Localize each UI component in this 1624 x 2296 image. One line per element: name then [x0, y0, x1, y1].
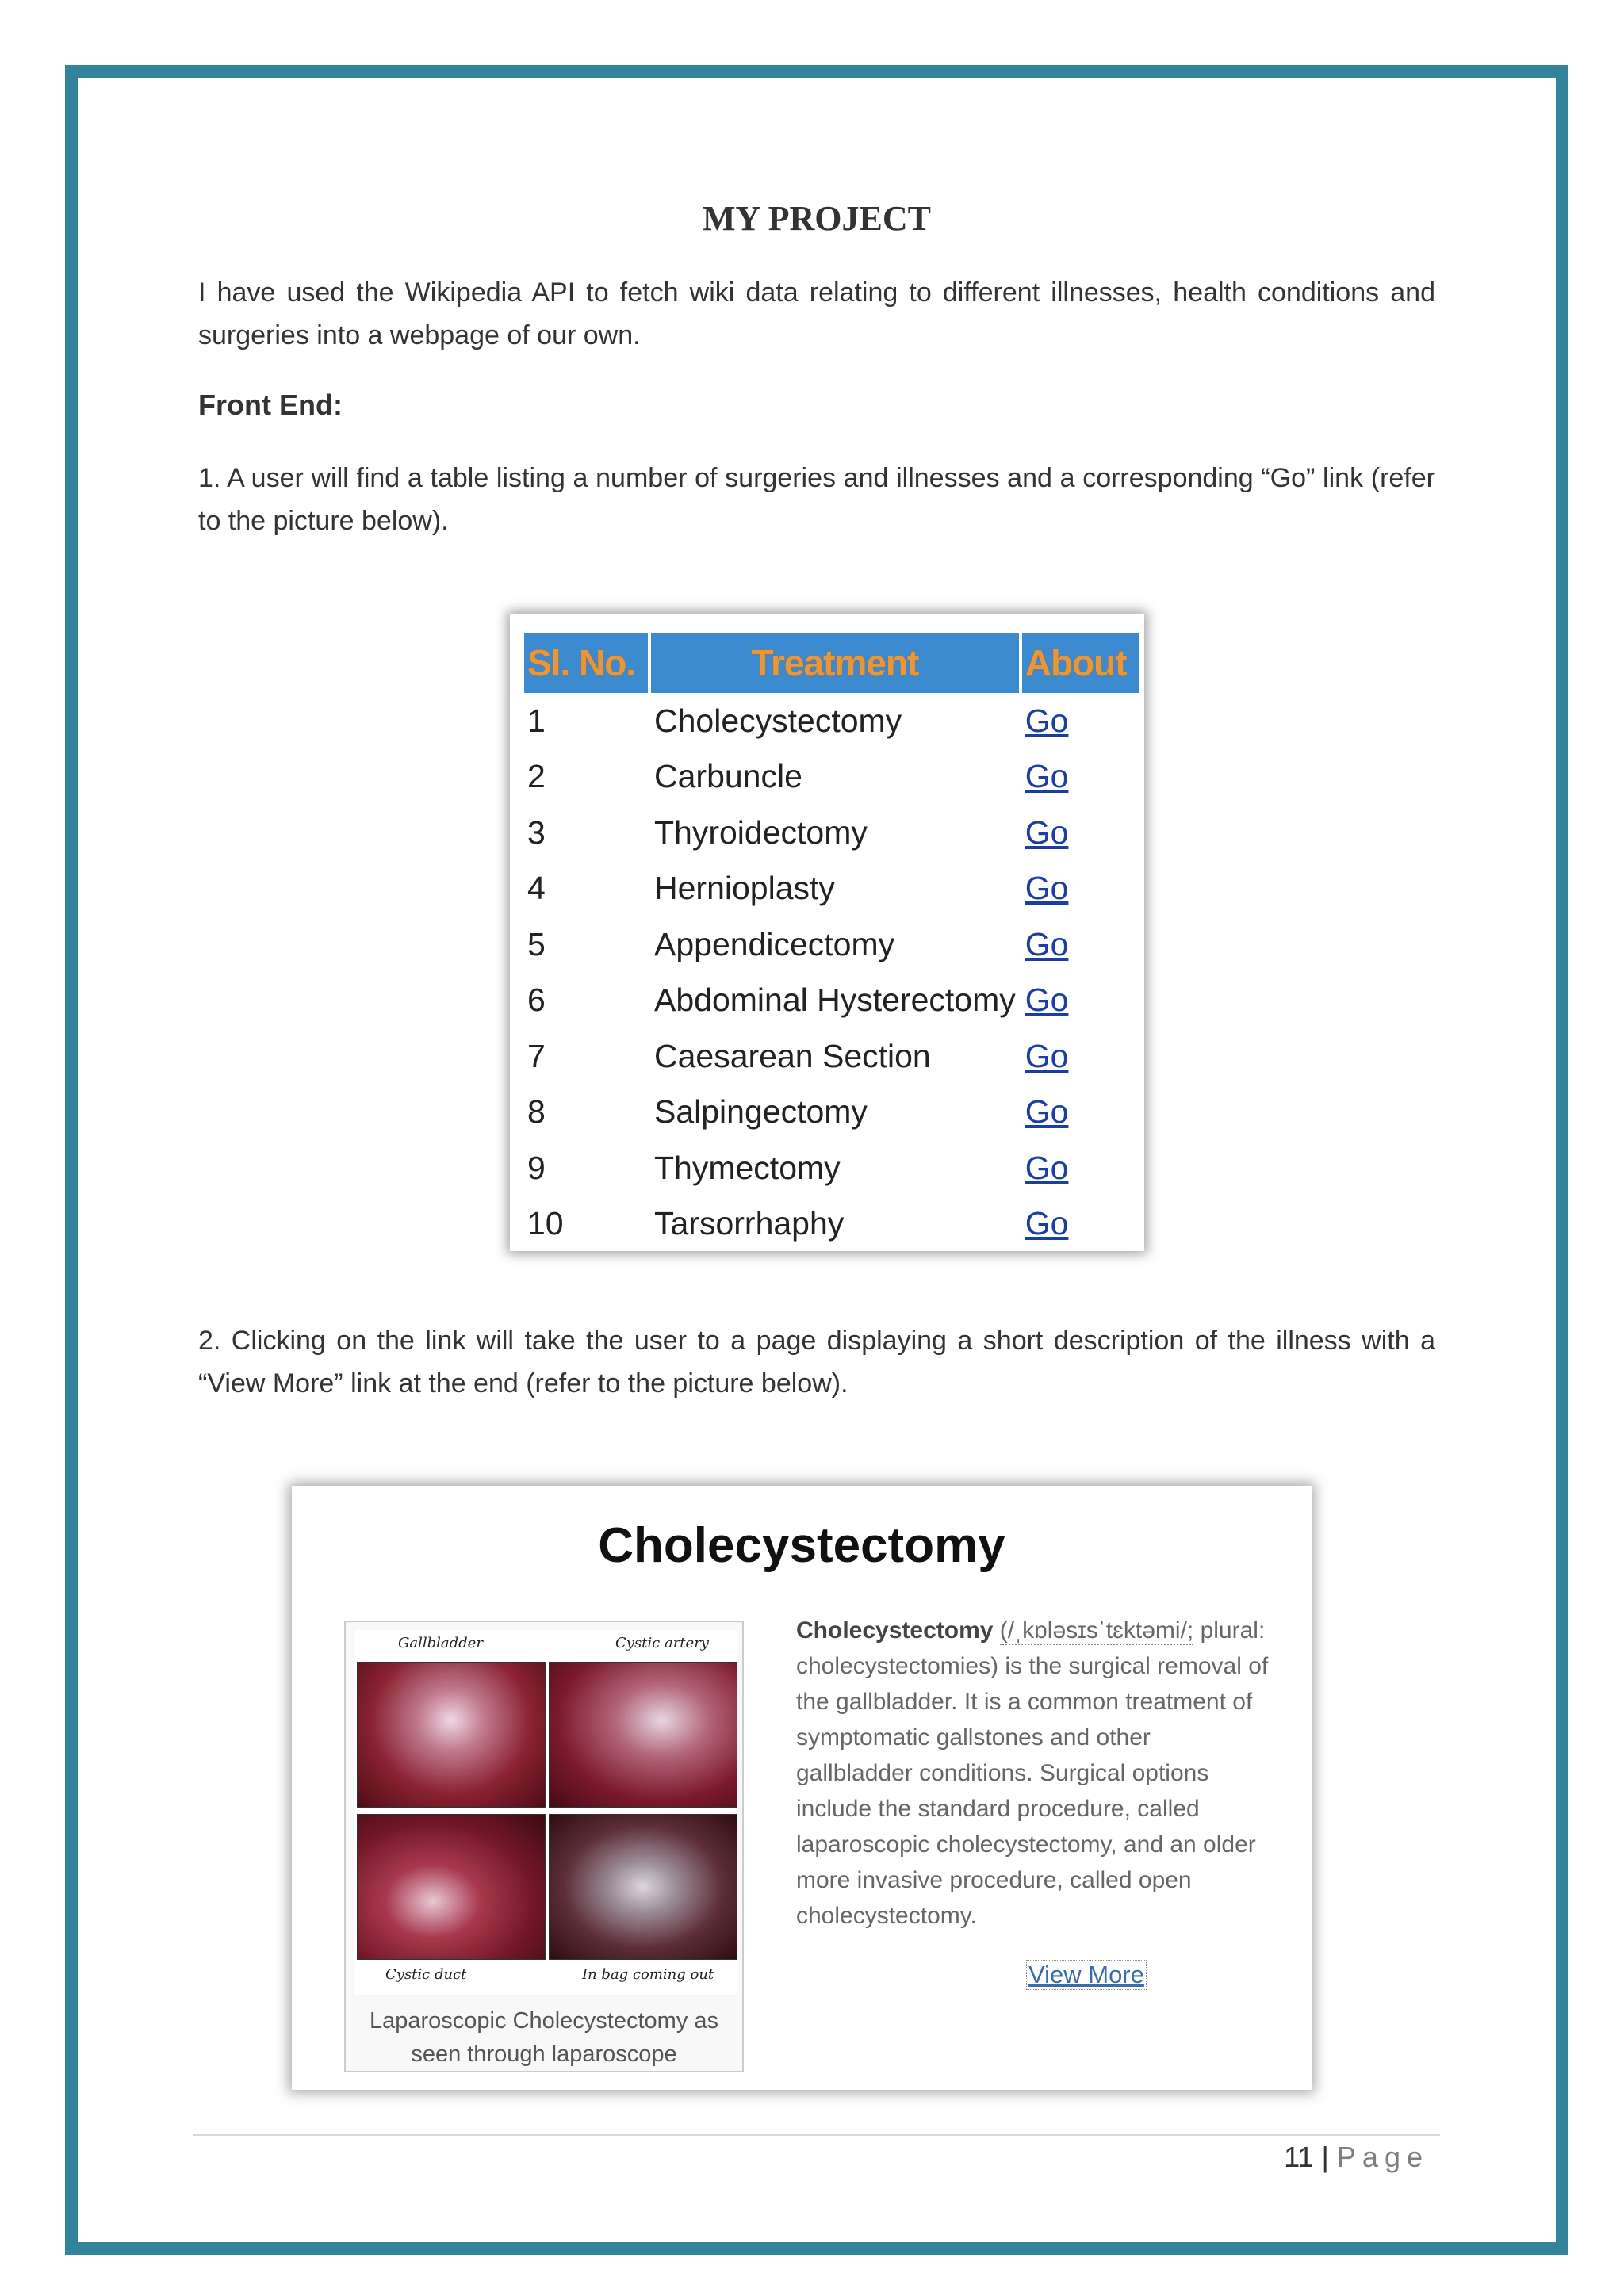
article-title: Cholecystectomy [598, 1518, 1005, 1573]
treatment-table [521, 633, 1143, 1251]
go-link[interactable]: Go [1025, 982, 1069, 1019]
header-treatment: Treatment [651, 633, 1019, 693]
row-number: 8 [527, 1093, 546, 1131]
go-link[interactable]: Go [1025, 702, 1069, 739]
page-title: MY PROJECT [702, 199, 932, 238]
table-row [524, 861, 1139, 917]
row-treatment: Cholecystectomy [654, 702, 902, 739]
go-link[interactable]: Go [1025, 758, 1069, 795]
page-label: Page [1336, 2141, 1429, 2173]
laparoscope-photo [357, 1662, 546, 1808]
table-row [524, 805, 1139, 861]
figure-label: In bag coming out [582, 1966, 714, 1983]
go-link[interactable]: Go [1025, 1205, 1069, 1242]
table-row [524, 1140, 1139, 1196]
article-screenshot [292, 1486, 1312, 2090]
row-number: 1 [527, 702, 546, 739]
article-term: Cholecystectomy [796, 1617, 994, 1644]
table-row [524, 749, 1139, 806]
row-number: 6 [527, 982, 546, 1019]
figure-label: Cystic duct [385, 1966, 467, 1983]
go-link[interactable]: Go [1025, 870, 1069, 907]
figure-caption: Laparoscopic Cholecystectomy as seen through laparoscope [369, 2008, 719, 2067]
row-treatment: Carbuncle [654, 758, 802, 795]
go-link[interactable]: Go [1025, 1037, 1069, 1074]
header-about: About [1022, 633, 1139, 693]
front-end-heading: Front End: [198, 388, 343, 421]
table-row [524, 916, 1139, 973]
table-row [524, 973, 1139, 1029]
row-number: 10 [527, 1205, 564, 1242]
treatment-table-screenshot [510, 614, 1144, 1251]
article-description [796, 1613, 1272, 1934]
table-row [524, 1196, 1139, 1252]
header-sl-no: Sl. No. [524, 633, 648, 693]
footer-divider [193, 2134, 1440, 2136]
laparoscope-photo [357, 1814, 546, 1960]
figure-label: Cystic artery [615, 1635, 709, 1651]
row-number: 5 [527, 925, 546, 962]
row-number: 7 [527, 1037, 546, 1074]
row-treatment: Salpingectomy [654, 1093, 868, 1131]
go-link[interactable]: Go [1025, 925, 1069, 962]
article-figure [344, 1621, 744, 2072]
figure-label: Gallbladder [398, 1635, 483, 1651]
go-link[interactable]: Go [1025, 1149, 1069, 1186]
row-treatment: Abdominal Hysterectomy [654, 982, 1016, 1019]
step-1-paragraph: 1. A user will find a table listing a number of surgeries and illnesses and a corresponding “Go” link (refer to the picture below). [198, 463, 1435, 536]
laparoscope-image-grid [354, 1630, 737, 1995]
row-treatment: Hernioplasty [654, 870, 835, 907]
row-number: 9 [527, 1149, 546, 1186]
go-link[interactable]: Go [1025, 813, 1069, 851]
page-number: 11 [1284, 2141, 1314, 2173]
row-number: 2 [527, 758, 546, 795]
row-treatment: Thyroidectomy [654, 813, 868, 851]
row-treatment: Caesarean Section [654, 1037, 931, 1074]
go-link[interactable]: Go [1025, 1093, 1069, 1131]
table-row [524, 1028, 1139, 1085]
laparoscope-photo [549, 1814, 737, 1960]
row-number: 3 [527, 813, 546, 851]
step-2-paragraph: 2. Clicking on the link will take the user to a page displaying a short description of the illness with a “View More” link at the end (refer to the picture below). [198, 1326, 1435, 1399]
row-treatment: Tarsorrhaphy [654, 1205, 845, 1242]
row-treatment: Appendicectomy [654, 925, 895, 962]
pronunciation[interactable]: (/ˌkɒləsɪsˈtɛktəmi/; [999, 1617, 1194, 1644]
intro-paragraph: I have used the Wikipedia API to fetch wiki data relating to different illnesses, health conditions and surgeries into a webpage of our own. [198, 277, 1435, 350]
view-more-link[interactable]: View More [1026, 1960, 1147, 1990]
row-treatment: Thymectomy [654, 1149, 841, 1186]
description-text: plural: cholecystectomies) is the surgical removal of the gallbladder. It is a common treatment of symptomatic gallstones and other gallbladder conditions. Surgical options include the standard procedure, called laparoscopic cholecystectomy, and an older more invasive procedure, called open cholecystectomy. [796, 1617, 1269, 1929]
table-row [524, 693, 1139, 749]
row-number: 4 [527, 870, 546, 907]
laparoscope-photo [549, 1662, 737, 1808]
footer-separator: | [1321, 2141, 1329, 2173]
table-row [524, 1085, 1139, 1141]
page-footer [1284, 2141, 1429, 2174]
